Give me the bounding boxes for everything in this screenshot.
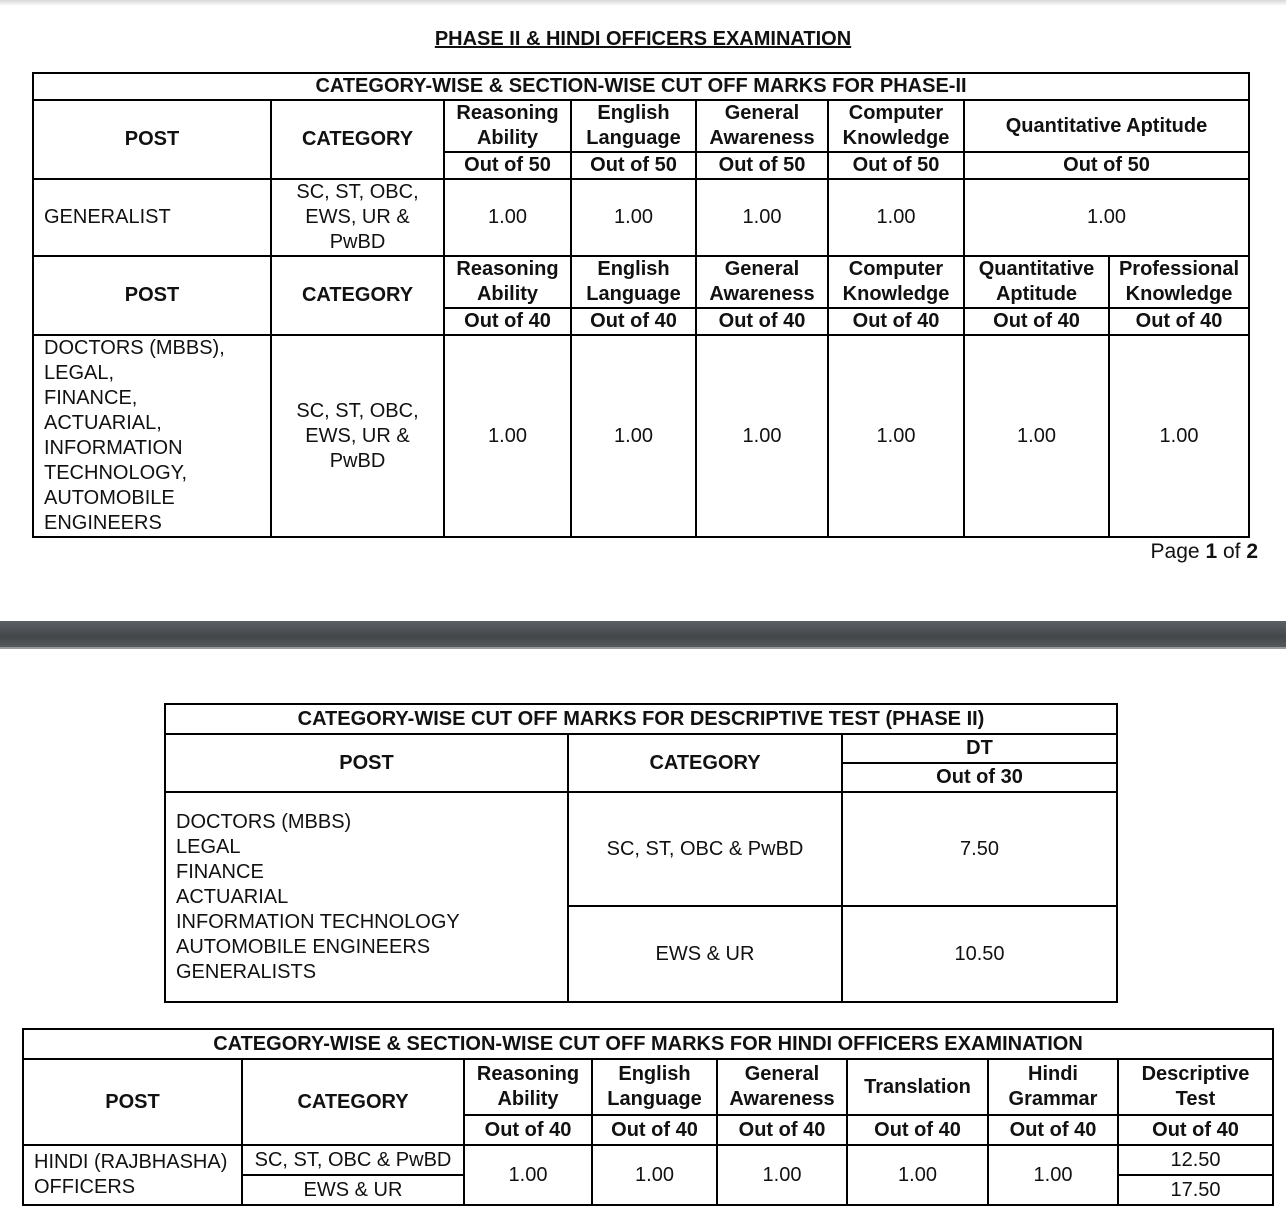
section-header: Reasoning Ability (444, 256, 571, 308)
max-marks: Out of 50 (571, 152, 696, 179)
section-header: Professional Knowledge (1109, 256, 1249, 308)
cutoff-value: 1.00 (964, 335, 1109, 537)
cutoff-value: 1.00 (464, 1145, 592, 1205)
post-cell (165, 792, 568, 1002)
max-marks: Out of 40 (444, 308, 571, 335)
category-header: CATEGORY (271, 256, 444, 335)
category-cell: SC, ST, OBC, EWS, UR & PwBD (271, 335, 444, 537)
max-marks: Out of 30 (842, 763, 1117, 792)
table2-title: CATEGORY-WISE CUT OFF MARKS FOR DESCRIPTIVE TEST (PHASE II) (165, 704, 1117, 734)
section-header: Hindi Grammar (988, 1059, 1118, 1115)
post-line: AUTOMOBILE ENGINEERS (176, 935, 431, 958)
post-header: POST (165, 734, 568, 792)
section-header: English Language (571, 256, 696, 308)
post-line: INFORMATION TECHNOLOGY (176, 910, 460, 933)
page-break-line (0, 647, 1286, 649)
section-header: Computer Knowledge (828, 256, 964, 308)
cutoff-value: 1.00 (1109, 335, 1249, 537)
category-header: CATEGORY (271, 100, 444, 179)
cutoff-value: 1.00 (988, 1145, 1118, 1205)
table1-title: CATEGORY-WISE & SECTION-WISE CUT OFF MARKS FOR PHASE-II (33, 73, 1249, 100)
phase2-cutoff-table (32, 72, 1250, 538)
cutoff-value: 10.50 (842, 906, 1117, 1002)
max-marks: Out of 40 (571, 308, 696, 335)
post-line: OFFICERS (34, 1176, 136, 1198)
section-header: General Awareness (696, 256, 828, 308)
cutoff-value: 1.00 (696, 335, 828, 537)
post-line: DOCTORS (MBBS), (44, 337, 225, 359)
section-header: Descriptive Test (1118, 1059, 1273, 1115)
max-marks: Out of 40 (964, 308, 1109, 335)
section-header: General Awareness (696, 100, 828, 152)
category-cell: EWS & UR (568, 906, 842, 1002)
max-marks: Out of 50 (964, 152, 1249, 179)
category-cell: SC, ST, OBC & PwBD (242, 1145, 464, 1175)
cutoff-value: 1.00 (592, 1145, 717, 1205)
cutoff-value: 1.00 (717, 1145, 847, 1205)
section-header: English Language (592, 1059, 717, 1115)
max-marks: Out of 50 (696, 152, 828, 179)
post-line: GENERALISTS (176, 960, 317, 983)
top-shadow-rule (0, 0, 1286, 6)
post-line: INFORMATION (44, 437, 183, 459)
category-header: CATEGORY (242, 1059, 464, 1145)
hindi-officers-cutoff-table (22, 1028, 1274, 1206)
current-page: 1 (1205, 540, 1218, 563)
cutoff-value: 1.00 (828, 179, 964, 256)
post-header: POST (23, 1059, 242, 1145)
section-header: Translation (847, 1059, 988, 1115)
section-header: Computer Knowledge (828, 100, 964, 152)
section-header: Quantitative Aptitude (964, 100, 1249, 152)
post-line: HINDI (RAJBHASHA) (34, 1151, 228, 1173)
cutoff-value: 1.00 (571, 335, 696, 537)
post-line: ACTUARIAL, (44, 412, 162, 434)
descriptive-value: 17.50 (1118, 1175, 1273, 1205)
post-cell (33, 335, 271, 537)
max-marks: Out of 40 (988, 1115, 1118, 1145)
section-header: Reasoning Ability (444, 100, 571, 152)
dt-header: DT (842, 734, 1117, 763)
section-header: General Awareness (717, 1059, 847, 1115)
max-marks: Out of 40 (717, 1115, 847, 1145)
page-break-divider (0, 621, 1286, 647)
post-cell: GENERALIST (33, 179, 271, 256)
page-heading: PHASE II & HINDI OFFICERS EXAMINATION (434, 28, 852, 50)
total-pages: 2 (1246, 540, 1258, 563)
page-indicator (1151, 540, 1258, 564)
category-cell: SC, ST, OBC, EWS, UR & PwBD (271, 179, 444, 256)
category-cell: EWS & UR (242, 1175, 464, 1205)
max-marks: Out of 40 (1109, 308, 1249, 335)
cutoff-value: 1.00 (964, 179, 1249, 256)
post-header: POST (33, 256, 271, 335)
cutoff-value: 1.00 (444, 179, 571, 256)
section-header: Reasoning Ability (464, 1059, 592, 1115)
cutoff-value: 1.00 (696, 179, 828, 256)
page-prefix: Page (1150, 540, 1206, 563)
post-cell (23, 1145, 242, 1205)
max-marks: Out of 40 (828, 308, 964, 335)
max-marks: Out of 40 (464, 1115, 592, 1145)
max-marks: Out of 40 (592, 1115, 717, 1145)
max-marks: Out of 40 (696, 308, 828, 335)
cutoff-value: 1.00 (444, 335, 571, 537)
post-line: DOCTORS (MBBS) (176, 810, 352, 833)
descriptive-value: 12.50 (1118, 1145, 1273, 1175)
max-marks: Out of 50 (828, 152, 964, 179)
cutoff-value: 7.50 (842, 792, 1117, 906)
post-line: FINANCE, (44, 387, 138, 409)
cutoff-value: 1.00 (847, 1145, 988, 1205)
descriptive-test-cutoff-table (164, 703, 1118, 1003)
max-marks: Out of 40 (847, 1115, 988, 1145)
post-line: AUTOMOBILE (44, 487, 175, 509)
max-marks: Out of 40 (1118, 1115, 1273, 1145)
section-header: Quantitative Aptitude (964, 256, 1109, 308)
post-line: LEGAL (176, 835, 241, 858)
section-header: English Language (571, 100, 696, 152)
post-header: POST (33, 100, 271, 179)
post-line: FINANCE (176, 860, 264, 883)
post-line: ACTUARIAL (176, 885, 289, 908)
cutoff-value: 1.00 (571, 179, 696, 256)
cutoff-value: 1.00 (828, 335, 964, 537)
category-header: CATEGORY (568, 734, 842, 792)
page-of: of (1217, 540, 1247, 563)
category-cell: SC, ST, OBC & PwBD (568, 792, 842, 906)
post-line: ENGINEERS (44, 512, 162, 534)
table3-title: CATEGORY-WISE & SECTION-WISE CUT OFF MARKS FOR HINDI OFFICERS EXAMINATION (23, 1029, 1273, 1059)
post-line: LEGAL, (44, 362, 115, 384)
post-line: TECHNOLOGY, (44, 462, 187, 484)
max-marks: Out of 50 (444, 152, 571, 179)
